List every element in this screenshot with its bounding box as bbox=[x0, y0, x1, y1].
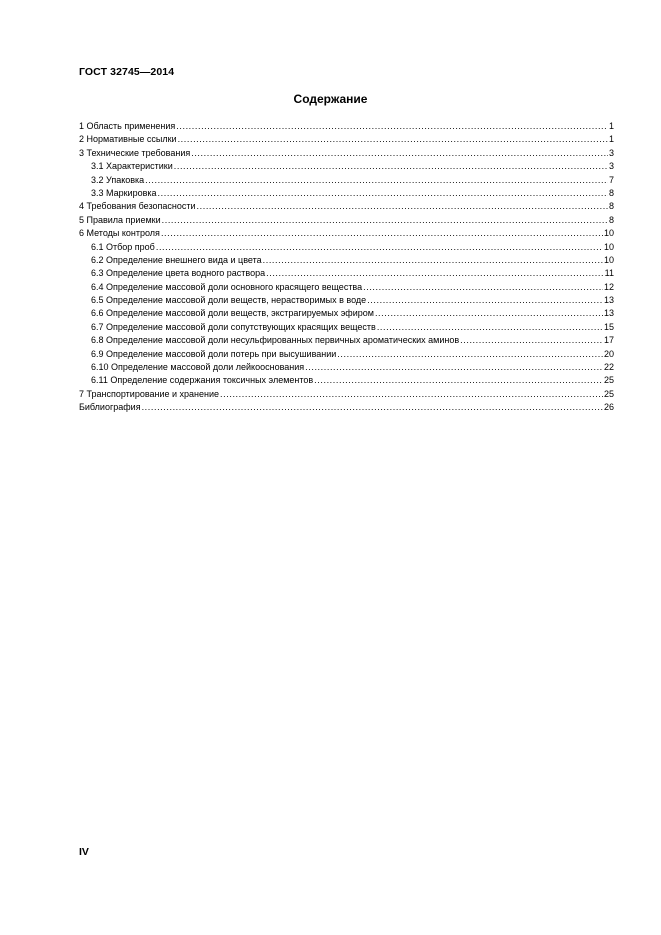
toc-entry[interactable] bbox=[79, 281, 614, 294]
toc-entry-label: 6 Методы контроля bbox=[79, 228, 160, 239]
table-of-contents bbox=[79, 120, 614, 415]
toc-entry[interactable] bbox=[79, 120, 614, 133]
toc-entry-label: 6.1 Отбор проб bbox=[91, 241, 155, 252]
toc-entry-label: 5 Правила приемки bbox=[79, 214, 161, 225]
toc-entry-label: 6.9 Определение массовой доли потерь при высушивании bbox=[91, 348, 337, 359]
document-code-header: ГОСТ 32745—2014 bbox=[79, 66, 175, 78]
toc-dot-leader bbox=[337, 348, 603, 361]
toc-entry-page: 1 bbox=[608, 134, 614, 145]
toc-entry[interactable] bbox=[79, 133, 614, 146]
toc-entry-page: 8 bbox=[608, 201, 614, 212]
toc-dot-leader bbox=[178, 133, 608, 146]
toc-dot-leader bbox=[263, 254, 603, 267]
toc-entry-page: 7 bbox=[608, 174, 614, 185]
toc-entry[interactable] bbox=[79, 307, 614, 320]
toc-dot-leader bbox=[460, 334, 603, 347]
toc-entry-page: 25 bbox=[603, 375, 614, 386]
toc-entry[interactable] bbox=[79, 227, 614, 240]
toc-entry-page: 3 bbox=[608, 161, 614, 172]
toc-dot-leader bbox=[220, 388, 603, 401]
toc-entry-label: 3 Технические требования bbox=[79, 147, 191, 158]
toc-entry-label: 6.10 Определение массовой доли лейкооснования bbox=[91, 362, 305, 373]
toc-entry[interactable] bbox=[79, 187, 614, 200]
toc-dot-leader bbox=[161, 227, 603, 240]
toc-dot-leader bbox=[191, 147, 608, 160]
toc-entry[interactable] bbox=[79, 174, 614, 187]
toc-entry-page: 20 bbox=[603, 348, 614, 359]
toc-entry[interactable] bbox=[79, 147, 614, 160]
toc-entry[interactable] bbox=[79, 160, 614, 173]
toc-entry-label: 1 Область применения bbox=[79, 121, 176, 131]
toc-entry[interactable] bbox=[79, 388, 614, 401]
toc-entry[interactable] bbox=[79, 200, 614, 213]
toc-entry-page: 10 bbox=[603, 228, 614, 239]
toc-entry[interactable] bbox=[79, 241, 614, 254]
toc-dot-leader bbox=[197, 200, 608, 213]
toc-dot-leader bbox=[314, 374, 603, 387]
toc-entry-page: 22 bbox=[603, 362, 614, 373]
toc-entry-page: 13 bbox=[603, 308, 614, 319]
toc-entry-page: 13 bbox=[603, 295, 614, 306]
toc-entry-label: 3.2 Упаковка bbox=[91, 174, 145, 185]
toc-entry-label: 2 Нормативные ссылки bbox=[79, 134, 177, 145]
toc-entry-page: 8 bbox=[608, 214, 614, 225]
toc-entry-page: 12 bbox=[603, 281, 614, 292]
toc-entry-label: 4 Требования безопасности bbox=[79, 201, 196, 212]
page-number: IV bbox=[79, 846, 89, 858]
toc-dot-leader bbox=[363, 281, 603, 294]
toc-entry[interactable] bbox=[79, 374, 614, 387]
toc-entry-page: 10 bbox=[603, 254, 614, 265]
toc-entry[interactable] bbox=[79, 348, 614, 361]
toc-entry-page: 17 bbox=[603, 335, 614, 346]
toc-entry[interactable] bbox=[79, 214, 614, 227]
toc-dot-leader bbox=[377, 321, 603, 334]
toc-entry-page: 26 bbox=[603, 402, 614, 413]
toc-entry-label: Библиография bbox=[79, 402, 141, 413]
toc-entry[interactable] bbox=[79, 254, 614, 267]
toc-dot-leader bbox=[158, 187, 608, 200]
toc-entry[interactable] bbox=[79, 267, 614, 280]
toc-entry-label: 6.4 Определение массовой доли основного красящего вещества bbox=[91, 281, 363, 292]
toc-dot-leader bbox=[176, 120, 608, 133]
toc-entry-label: 6.6 Определение массовой доли веществ, экстрагируемых эфиром bbox=[91, 308, 374, 319]
toc-entry-page: 25 bbox=[603, 388, 614, 399]
toc-entry[interactable] bbox=[79, 361, 614, 374]
toc-entry-page: 1 bbox=[608, 121, 614, 131]
toc-dot-leader bbox=[174, 160, 608, 173]
toc-entry-page: 15 bbox=[603, 321, 614, 332]
toc-entry-page: 10 bbox=[603, 241, 614, 252]
toc-entry-label: 6.11 Определение содержания токсичных элементов bbox=[91, 375, 314, 386]
toc-dot-leader bbox=[367, 294, 603, 307]
toc-entry[interactable] bbox=[79, 294, 614, 307]
toc-entry-label: 6.3 Определение цвета водного раствора bbox=[91, 268, 266, 279]
toc-entry[interactable] bbox=[79, 321, 614, 334]
toc-entry-label: 3.3 Маркировка bbox=[91, 187, 157, 198]
toc-dot-leader bbox=[142, 401, 603, 414]
toc-entry-label: 6.8 Определение массовой доли несульфированных первичных ароматических аминов bbox=[91, 335, 460, 346]
toc-entry-page: 8 bbox=[608, 187, 614, 198]
toc-dot-leader bbox=[375, 307, 603, 320]
toc-entry-label: 6.7 Определение массовой доли сопутствующих красящих веществ bbox=[91, 321, 376, 332]
toc-entry[interactable] bbox=[79, 334, 614, 347]
toc-entry-page: 3 bbox=[608, 147, 614, 158]
toc-entry-label: 7 Транспортирование и хранение bbox=[79, 388, 220, 399]
toc-entry[interactable] bbox=[79, 401, 614, 414]
toc-dot-leader bbox=[266, 267, 604, 280]
toc-title: Содержание bbox=[293, 92, 368, 106]
toc-dot-leader bbox=[145, 174, 608, 187]
toc-entry-label: 6.5 Определение массовой доли веществ, нерастворимых в воде bbox=[91, 295, 367, 306]
toc-dot-leader bbox=[305, 361, 603, 374]
toc-entry-label: 6.2 Определение внешнего вида и цвета bbox=[91, 254, 262, 265]
toc-dot-leader bbox=[156, 241, 603, 254]
toc-entry-label: 3.1 Характеристики bbox=[91, 161, 173, 172]
toc-dot-leader bbox=[162, 214, 608, 227]
toc-entry-page: 11 bbox=[604, 268, 614, 279]
